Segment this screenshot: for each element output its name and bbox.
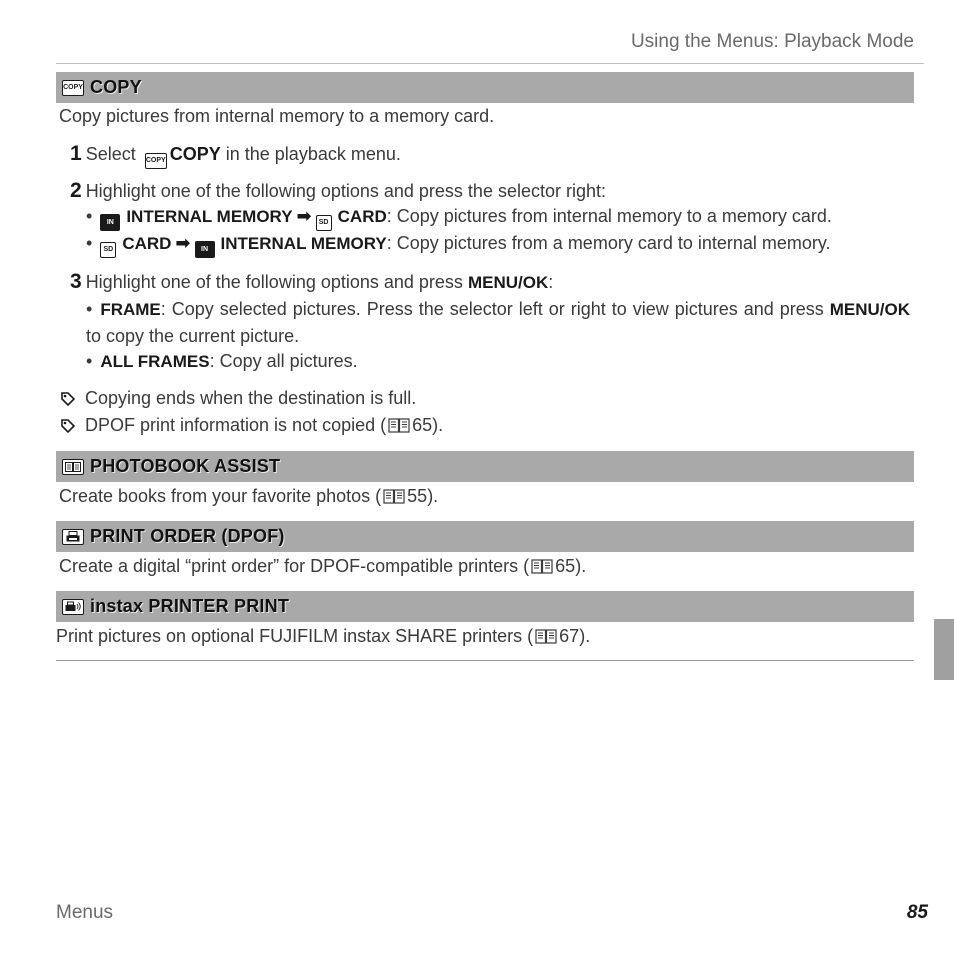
instax-description xyxy=(56,626,590,647)
internal-memory-icon: IN xyxy=(195,241,215,258)
note-destination-full xyxy=(61,388,416,409)
page-reference-book-icon xyxy=(531,559,553,574)
menu-ok-keyword: MENU/OK xyxy=(467,273,549,292)
section-bar-instax xyxy=(56,591,914,622)
option-desc: : Copy pictures from a memory card to internal memory. xyxy=(386,233,831,253)
page-reference[interactable]: 55 xyxy=(407,486,428,506)
photobook-description xyxy=(59,486,438,507)
page-reference[interactable]: 65 xyxy=(555,556,576,576)
all-frames-keyword: ALL FRAMES xyxy=(100,352,210,371)
section-title-print-order: PRINT ORDER (DPOF) xyxy=(90,526,285,546)
step-2-text: Highlight one of the following options and press the selector right: xyxy=(85,181,606,201)
menu-ok-keyword: MENU/OK xyxy=(829,300,910,319)
desc-pre: Create a digital “print order” for DPOF-compatible printers ( xyxy=(59,556,530,576)
copy-icon: COPY xyxy=(145,153,167,169)
option-frame: • FRAME: Copy selected pictures. Press the selector left or right to view pictures and press MENU/OK to copy the current picture. xyxy=(86,299,910,346)
option-from: INTERNAL MEMORY xyxy=(126,207,293,226)
desc-post: ). xyxy=(575,556,587,576)
sd-card-icon: SD xyxy=(100,242,116,258)
chapter-side-tab xyxy=(934,619,954,680)
section-title-photobook: PHOTOBOOK ASSIST xyxy=(90,456,281,476)
section-title-instax: instax PRINTER PRINT xyxy=(90,596,290,616)
page-reference-book-icon xyxy=(535,629,557,644)
all-frames-desc: : Copy all pictures. xyxy=(209,351,358,371)
section-bar-photobook xyxy=(56,451,914,482)
step-3 xyxy=(70,270,553,294)
step-1 xyxy=(70,142,401,169)
running-header: Using the Menus: Playback Mode xyxy=(630,31,914,52)
note-dpof xyxy=(61,415,443,436)
desc-pre: Create books from your favorite photos ( xyxy=(59,486,382,506)
arrow-right-icon: ➡ xyxy=(296,206,312,226)
option-all-frames: • ALL FRAMES: Copy all pictures. xyxy=(86,351,358,371)
wireless-printer-icon xyxy=(62,599,84,615)
header-rule xyxy=(56,63,924,64)
print-order-description xyxy=(59,556,586,577)
step-number: 1 xyxy=(70,142,82,165)
step-1-keyword: COPY xyxy=(169,144,221,164)
frame-desc-2: to copy the current picture. xyxy=(86,326,300,346)
copy-icon: COPY xyxy=(62,80,84,96)
photobook-icon xyxy=(62,459,84,475)
arrow-right-icon: ➡ xyxy=(175,233,191,253)
option-from: CARD xyxy=(122,234,172,253)
option-to: INTERNAL MEMORY xyxy=(220,234,387,253)
step-3-colon: : xyxy=(548,272,554,292)
step-3-text: Highlight one of the following options and press xyxy=(85,272,463,292)
option-to: CARD xyxy=(337,207,387,226)
step-1-post: in the playback menu. xyxy=(225,144,401,164)
page-reference-book-icon xyxy=(388,418,410,433)
option-card-to-internal: • SD CARD ➡ IN INTERNAL MEMORY: Copy pictures from a memory card to internal memory. xyxy=(86,233,831,258)
sd-card-icon: SD xyxy=(316,215,332,231)
desc-post: ). xyxy=(579,626,591,646)
section-bar-copy xyxy=(56,72,914,103)
note-tag-icon xyxy=(61,419,75,433)
section-bar-print-order xyxy=(56,521,914,552)
note-text-pre: DPOF print information is not copied ( xyxy=(85,415,387,435)
frame-keyword: FRAME xyxy=(100,300,161,319)
desc-pre: Print pictures on optional FUJIFILM instax SHARE printers ( xyxy=(56,626,534,646)
step-number: 2 xyxy=(70,179,82,202)
copy-description: Copy pictures from internal memory to a memory card. xyxy=(59,106,495,126)
page-reference-book-icon xyxy=(383,489,405,504)
note-tag-icon xyxy=(61,392,75,406)
section-end-rule xyxy=(56,660,914,661)
note-text: Copying ends when the destination is full. xyxy=(85,388,417,408)
footer-section-name: Menus xyxy=(56,902,114,923)
page-number: 85 xyxy=(906,902,928,923)
option-desc: : Copy pictures from internal memory to a memory card. xyxy=(386,206,832,226)
section-title-copy: COPY xyxy=(90,77,142,97)
page-reference[interactable]: 65 xyxy=(412,415,433,435)
step-number: 3 xyxy=(70,270,82,293)
step-1-pre: Select xyxy=(85,144,136,164)
desc-post: ). xyxy=(427,486,439,506)
page-reference[interactable]: 67 xyxy=(559,626,580,646)
printer-icon xyxy=(62,529,84,545)
internal-memory-icon: IN xyxy=(100,214,120,231)
frame-desc: : Copy selected pictures. Press the selector left or right to view pictures and press xyxy=(160,299,824,319)
option-internal-to-card: • IN INTERNAL MEMORY ➡ SD CARD: Copy pictures from internal memory to a memory card. xyxy=(86,206,832,231)
step-2 xyxy=(70,179,606,203)
note-text-post: ). xyxy=(432,415,444,435)
